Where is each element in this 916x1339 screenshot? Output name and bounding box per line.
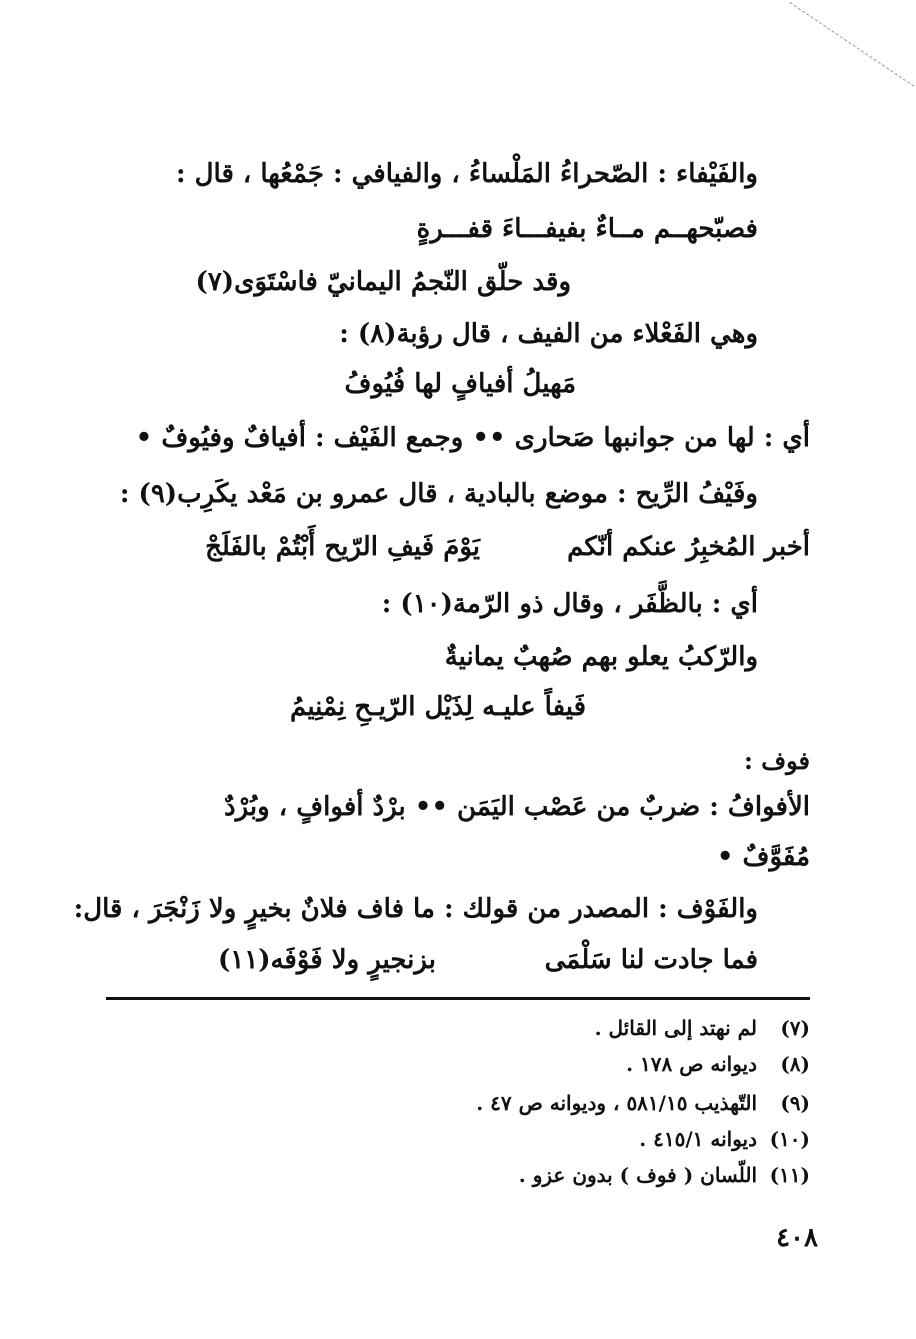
entry-heading: فوف :: [744, 746, 810, 775]
text-line-12: الأفوافُ : ضربٌ من عَصْب اليَمَن •• برْدٌ أفوافٍ ، وبُرْدٌ: [224, 792, 810, 822]
footnote-text: التّهذيب ٥٨١/١٥ ، وديوانه ص ٤٧ .: [476, 1091, 758, 1115]
footnote-text: اللّسان ( فوف ) بدون عزو .: [518, 1163, 758, 1187]
verse-line-5: مَهيلُ أفيافٍ لها فُيُوفُ: [344, 369, 576, 399]
text-line-4: وهي الفَعْلاء من الفيف ، قال رؤبة(٨) :: [339, 319, 758, 349]
footnote-11: [519, 1163, 810, 1187]
verse-hemistich-15b: بزنجيرٍ ولا فَوْفَه(١١): [217, 945, 436, 975]
footnote-number: (١١): [769, 1163, 810, 1187]
footnote-9: [476, 1091, 810, 1115]
text-line-13: مُفَوَّفٌ •: [716, 842, 810, 872]
text-line-1: والفَيْفاء : الصّحراءُ المَلْساءُ ، والفيافي : جَمْعُها ، قال :: [175, 159, 758, 189]
verse-hemistich-8a: أخبر المُخبِرُ عنكم أنّكم: [567, 532, 810, 562]
footnote-8: [626, 1052, 810, 1076]
footnote-text: لم نهتد إلى القائل .: [594, 1016, 758, 1040]
verse-line-3: وقد حلّق النّجمُ اليمانيّ فاسْتَوَى(٧): [195, 267, 571, 297]
text-line-14: والفَوْف : المصدر من قولك : ما فاف فلانٌ بخيرٍ ولا زَنْجَرَ ، قال:: [73, 894, 758, 924]
verse-line-11: فَيفاً عليـه لِذَيْل الرّيـحِ نِمْنِيمُ: [290, 692, 586, 722]
footnote-number: (٩): [780, 1091, 810, 1115]
verse-line-10: والرّكبُ يعلو بهم صُهبٌ يمانيةٌ: [444, 642, 758, 672]
verse-hemistich-15a: فما جادت لنا سَلْمَى: [544, 945, 758, 975]
footnote-separator: [106, 997, 810, 1000]
footnote-number: (١٠): [769, 1127, 810, 1151]
footnote-text: ديوانه ص ١٧٨ .: [626, 1052, 758, 1076]
footnote-number: (٨): [780, 1052, 810, 1076]
footnote-number: (٧): [780, 1016, 810, 1040]
scan-artifact-line: [789, 2, 914, 88]
footnote-7: [595, 1016, 810, 1040]
verse-hemistich-8b: يَوْمَ فَيفِ الرّيح أَبْتُمْ بالفَلَجْ: [205, 532, 480, 562]
page-number: ٤٠٨: [776, 1223, 818, 1253]
footnote-text: ديوانه ٤١٥/١ .: [639, 1127, 758, 1151]
verse-line-2: فصبّحهــم مــاءٌ بفيفـــاءَ قفـــرةٍ: [416, 214, 758, 244]
footnote-10: [639, 1127, 810, 1151]
text-line-7: وفَيْفُ الرِّيح : موضع بالبادية ، قال عمرو بن مَعْد يكَرِب(٩) :: [119, 479, 758, 509]
text-line-6: أي : لها من جوانبها صَحارى •• وجمع الفَيْف : أفيافٌ وفيُوفٌ •: [135, 423, 810, 453]
text-line-9: أي : بالظَّفَر ، وقال ذو الرّمة(١٠) :: [381, 589, 758, 619]
